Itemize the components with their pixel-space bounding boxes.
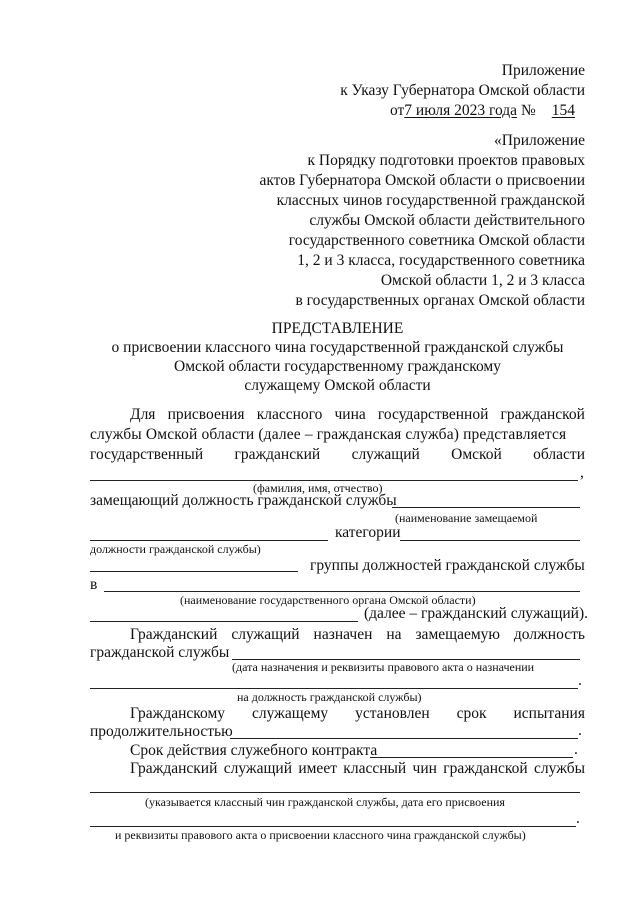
duration-label: продолжительностью: [90, 723, 233, 740]
position-field[interactable]: [392, 507, 580, 508]
appendix-line: к Порядку подготовки проектов правовых: [307, 152, 585, 169]
period: .: [574, 741, 578, 758]
group-field[interactable]: [90, 571, 298, 572]
civil-service-label: гражданской службы: [90, 644, 230, 661]
in-label: в: [90, 576, 98, 593]
appointment-field-continued[interactable]: [90, 688, 578, 689]
paragraph-line: Для присвоения классного чина государственной гражданской: [130, 406, 585, 423]
from-label: от: [389, 102, 405, 119]
category-label: категории: [335, 524, 401, 541]
appendix-line: 1, 2 и 3 класса, государственного советника: [297, 252, 585, 269]
decree-reference: к Указу Губернатора Омской области: [340, 82, 585, 99]
contract-field[interactable]: [370, 757, 573, 758]
hereinafter-text: (далее – гражданский служащий).: [364, 605, 589, 622]
period: .: [576, 810, 580, 827]
appendix-line: классных чинов государственной гражданской: [276, 192, 585, 209]
comma: ,: [580, 464, 584, 481]
appointment-caption-continued: на должность гражданской службы): [237, 690, 422, 704]
appendix-line: государственного советника Омской области: [288, 232, 585, 249]
appointment-caption: (дата назначения и реквизиты правового акта о назначении: [232, 660, 535, 674]
position-caption-continued: должности гражданской службы): [90, 542, 261, 556]
appendix-line: актов Губернатора Омской области о присвоении: [259, 172, 585, 189]
rank-field-continued[interactable]: [90, 826, 576, 827]
paragraph-line: государственный гражданский служащий Омской области: [90, 446, 585, 463]
number-sign: №: [520, 102, 536, 119]
document-subtitle: о присвоении классного чина государственной гражданской службы: [111, 339, 564, 356]
replacing-label: замещающий должность гражданской службы: [90, 492, 397, 509]
period: .: [578, 672, 582, 689]
rank-caption: (указывается классный чин гражданской службы, дата его присвоения: [145, 795, 505, 809]
rank-caption-continued: и реквизиты правового акта о присвоении классного чина гражданской службы): [115, 828, 526, 842]
trial-duration-field[interactable]: [230, 738, 578, 739]
category-field[interactable]: [400, 540, 580, 541]
contract-label: Срок действия служебного контракта: [130, 742, 378, 759]
appendix-line: в государственных органах Омской области: [295, 292, 585, 309]
document-subtitle: служащему Омской области: [244, 377, 431, 394]
fio-caption: (фамилия, имя, отчество): [253, 481, 383, 495]
organ-caption: (наименование государственного органа Омской области): [180, 593, 476, 607]
appendix-line: службы Омской области действительного: [309, 212, 585, 229]
paragraph-line: Гражданскому служащему установлен срок испытания: [130, 705, 585, 722]
decree-number: 154: [551, 102, 575, 119]
paragraph-line: Гражданский служащий назначен на замещаемую должность: [130, 626, 585, 643]
organ-field-continued[interactable]: [90, 621, 358, 622]
organ-field[interactable]: [104, 591, 580, 592]
appendix-line: Омской области 1, 2 и 3 класса: [380, 272, 585, 289]
rank-field[interactable]: [90, 792, 580, 793]
document-subtitle: Омской области государственному гражданскому: [174, 358, 501, 375]
paragraph-line: службы Омской области (далее – гражданская служба) представляется: [90, 426, 567, 443]
position-field-continued[interactable]: [90, 540, 328, 541]
appendix-label: Приложение: [501, 62, 585, 79]
decree-date-number: [390, 102, 585, 120]
document-title: ПРЕДСТАВЛЕНИЕ: [271, 320, 404, 337]
period: .: [578, 722, 582, 739]
appendix-line: «Приложение: [494, 132, 585, 149]
groups-label: группы должностей гражданской службы: [310, 557, 585, 574]
position-caption: (наименование замещаемой: [395, 511, 538, 525]
decree-date: 7 июля 2023 года: [404, 102, 518, 119]
paragraph-line: Гражданский служащий имеет классный чин гражданской службы: [130, 760, 585, 777]
